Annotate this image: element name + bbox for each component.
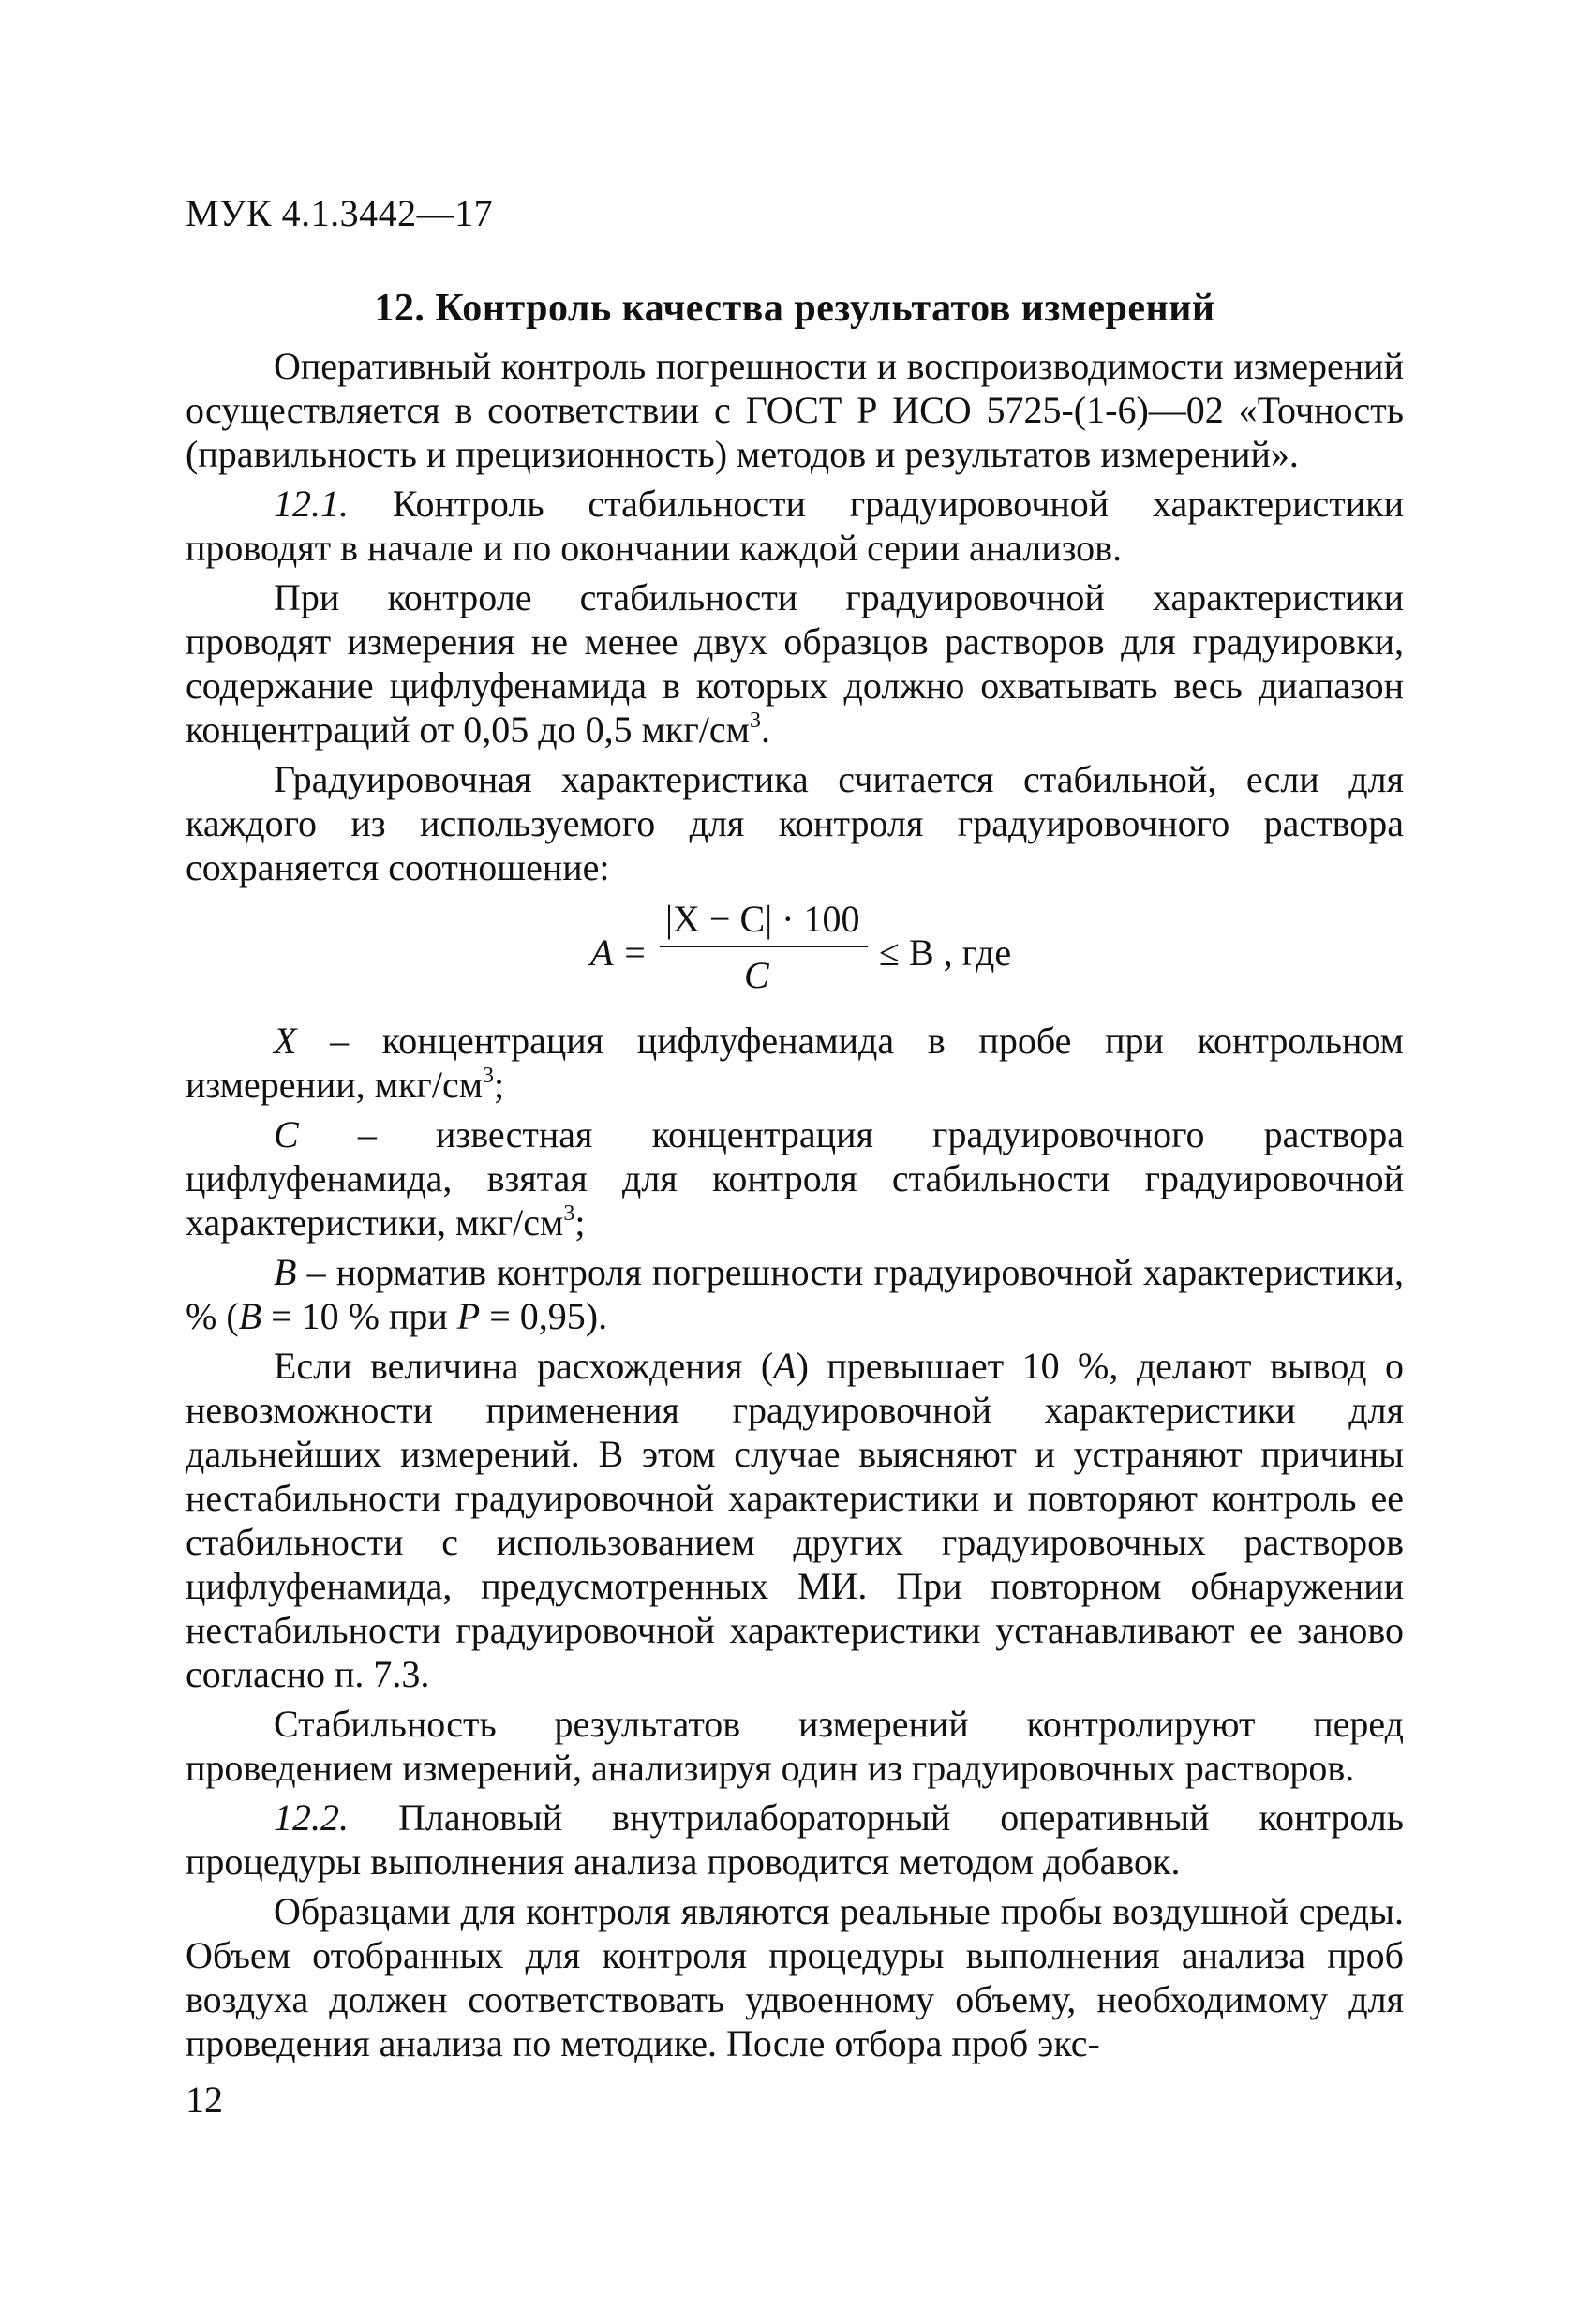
superscript-3: 3	[563, 1201, 575, 1226]
paragraph-stability-check	[186, 575, 1404, 752]
paragraph-12-1-text: Контроль стабильности градуировочной характеристики проводят в начале и по окончании каждой серии анализов.	[186, 483, 1404, 569]
superscript-3: 3	[483, 1064, 495, 1088]
clause-number-12-2: 12.2.	[274, 1796, 349, 1839]
definition-c-text: – известная концентрация градуировочного раствора цифлуфенамида, взятая для контроля стабильности градуировочной характеристики, мкг/см	[186, 1113, 1404, 1244]
symbol-p: P	[456, 1295, 481, 1337]
superscript-3: 3	[749, 708, 761, 733]
definition-c	[186, 1112, 1404, 1244]
definition-b-text-3: = 0,95).	[480, 1295, 608, 1337]
symbol-a: A	[773, 1345, 797, 1387]
formula-rhs: ≤ B , где	[879, 931, 1012, 974]
clause-number-12-1: 12.1.	[274, 483, 349, 525]
formula-fraction-bar	[660, 946, 868, 947]
definition-x	[186, 1019, 1404, 1107]
symbol-b-inline: B	[238, 1295, 262, 1337]
paragraph-12-1	[186, 482, 1404, 570]
page-content	[186, 286, 1404, 2071]
paragraph-stability-condition: Градуировочная характеристика считается стабильной, если для каждого из используемого для контроля градуировочного раствора сохраняется соотношение:	[186, 758, 1404, 888]
paragraph-deviation	[186, 1344, 1404, 1696]
page-number: 12	[186, 2078, 223, 2121]
formula-lhs: A =	[590, 931, 648, 974]
symbol-b: B	[274, 1251, 297, 1293]
paragraph-stability-check-text: При контроле стабильности градуировочной характеристики проводят измерения не менее двух образцов растворов для градуировки, содержание цифлуфенамида в которых должно охватывать весь диапазон концентраций от 0,05 до 0,5 мкг/см	[186, 576, 1404, 751]
definition-x-text: – концентрация цифлуфенамида в пробе при контрольном измерении, мкг/см	[186, 1020, 1404, 1106]
semicolon: ;	[494, 1064, 505, 1106]
definition-b	[186, 1250, 1404, 1338]
symbol-c: C	[274, 1113, 299, 1155]
paragraph-deviation-a: Если величина расхождения (	[274, 1345, 774, 1387]
formula-block	[186, 897, 1404, 1002]
definition-b-text-2: = 10 % при	[261, 1295, 457, 1337]
paragraph-result-stability: Стабильность результатов измерений контролируют перед проведением измерений, анализируя один из градуировочных растворов.	[186, 1703, 1404, 1789]
formula-denominator: C	[744, 954, 769, 996]
paragraph-12-2	[186, 1795, 1404, 1884]
definition-b-text: – норматив контроля погрешности градуировочной характеристики, % (	[186, 1251, 1404, 1337]
section-title: 12. Контроль качества результатов измерений	[374, 287, 1215, 330]
paragraph-12-2-text: Плановый внутрилабораторный оперативный контроль процедуры выполнения анализа проводится методом добавок.	[186, 1796, 1404, 1883]
paragraph-intro: Оперативный контроль погрешности и воспроизводимости измерений осуществляется в соответствии с ГОСТ Р ИСО 5725-(1-6)—02 «Точность (правильность и прецизионность) методов и результатов измерений».	[186, 345, 1404, 475]
paragraph-samples: Образцами для контроля являются реальные пробы воздушной среды. Объем отобранных для контроля процедуры выполнения анализа проб воздуха должен соответствовать удвоенному объему, необходимому для проведения анализа по методике. После отбора проб экс-	[186, 1890, 1404, 2064]
symbol-x: X	[274, 1020, 297, 1062]
period: .	[760, 708, 770, 751]
formula-numerator: |X − C| · 100	[665, 898, 860, 940]
semicolon: ;	[574, 1201, 586, 1244]
paragraph-deviation-b: ) превышает 10 %, делают вывод о невозможности применения градуировочной характеристики для дальнейших измерений. В этом случае выясняют и устраняют причины нестабильности градуировочной характеристики и повторяют контроль ее стабильности с использованием других градуировочных растворов цифлуфенамида, предусмотренных МИ. При повторном обнаружении нестабильности градуировочной характеристики устанавливают ее заново согласно п. 7.3.	[186, 1345, 1404, 1695]
document-code-header: МУК 4.1.3442—17	[186, 192, 494, 234]
